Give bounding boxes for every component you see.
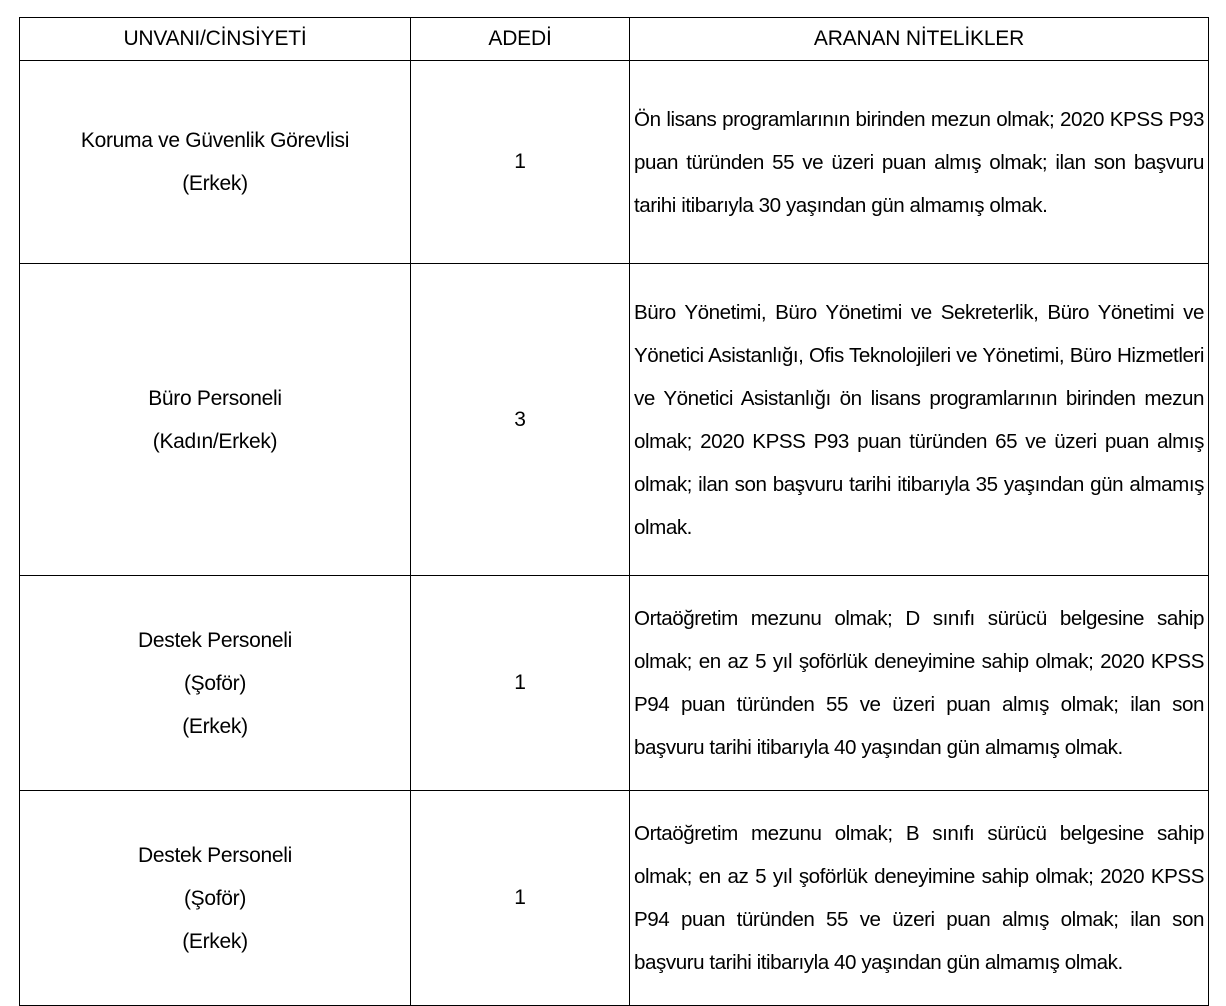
position-requirements (630, 264, 1209, 576)
positions-table (19, 17, 1209, 1006)
position-gender: (Erkek) (182, 172, 248, 195)
position-title-cell (20, 264, 411, 576)
requirements-text: Büro Yönetimi, Büro Yönetimi ve Sekreterlik, Büro Yönetimi ve Yönetici Asistanlığı, Ofis Teknolojileri ve Yönetimi, Büro Hizmetleri ve Yönetici Asistanlığı ön lisans programlarının birinden mezun olmak; 2020 KPSS P93 puan türünden 65 ve üzeri puan almış olmak; ilan son başvuru tarihi itibarıyla 35 yaşından gün almamış olmak. (634, 300, 1204, 539)
header-row (20, 18, 1209, 61)
position-count: 1 (411, 576, 630, 791)
position-gender: (Erkek) (182, 714, 248, 738)
position-title-cell (20, 576, 411, 791)
position-requirements (630, 61, 1209, 264)
position-gender: (Erkek) (182, 929, 248, 953)
position-gender: (Kadın/Erkek) (152, 429, 278, 453)
requirements-text: Ön lisans programlarının birinden mezun olmak; 2020 KPSS P93 puan türünden 55 ve üzeri puan almış olmak; ilan son başvuru tarihi itibarıyla 30 yaşından gün almamış olmak. (634, 107, 1204, 217)
requirements-text: Ortaöğretim mezunu olmak; B sınıfı sürücü belgesine sahip olmak; en az 5 yıl şoförlük deneyimine sahip olmak; 2020 KPSS P94 puan türünden 55 ve üzeri puan almış olmak; ilan son başvuru tarihi itibarıyla 40 yaşından gün almamış olmak. (634, 822, 1204, 974)
table-row (20, 264, 1209, 576)
table-row (20, 791, 1209, 1006)
header-title: UNVANI/CİNSİYETİ (20, 18, 411, 61)
table-row (20, 61, 1209, 264)
requirements-text: Ortaöğretim mezunu olmak; D sınıfı sürücü belgesine sahip olmak; en az 5 yıl şoförlük deneyimine sahip olmak; 2020 KPSS P94 puan türünden 55 ve üzeri puan almış olmak; ilan son başvuru tarihi itibarıyla 40 yaşından gün almamış olmak. (634, 607, 1204, 759)
table-row (20, 576, 1209, 791)
header-requirements: ARANAN NİTELİKLER (630, 18, 1209, 61)
position-title-line: Koruma ve Güvenlik Görevlisi (80, 129, 350, 152)
position-subtitle: (Şoför) (183, 886, 247, 910)
position-title-line: Destek Personeli (138, 843, 292, 867)
position-title-cell (20, 791, 411, 1006)
position-count: 1 (411, 61, 630, 264)
position-requirements (630, 791, 1209, 1006)
position-subtitle: (Şoför) (183, 671, 247, 695)
position-requirements (630, 576, 1209, 791)
header-count: ADEDİ (411, 18, 630, 61)
position-title-line: Destek Personeli (138, 628, 292, 652)
position-count: 3 (411, 264, 630, 576)
position-count: 1 (411, 791, 630, 1006)
position-title-line: Büro Personeli (148, 386, 282, 410)
position-title-cell (20, 61, 411, 264)
